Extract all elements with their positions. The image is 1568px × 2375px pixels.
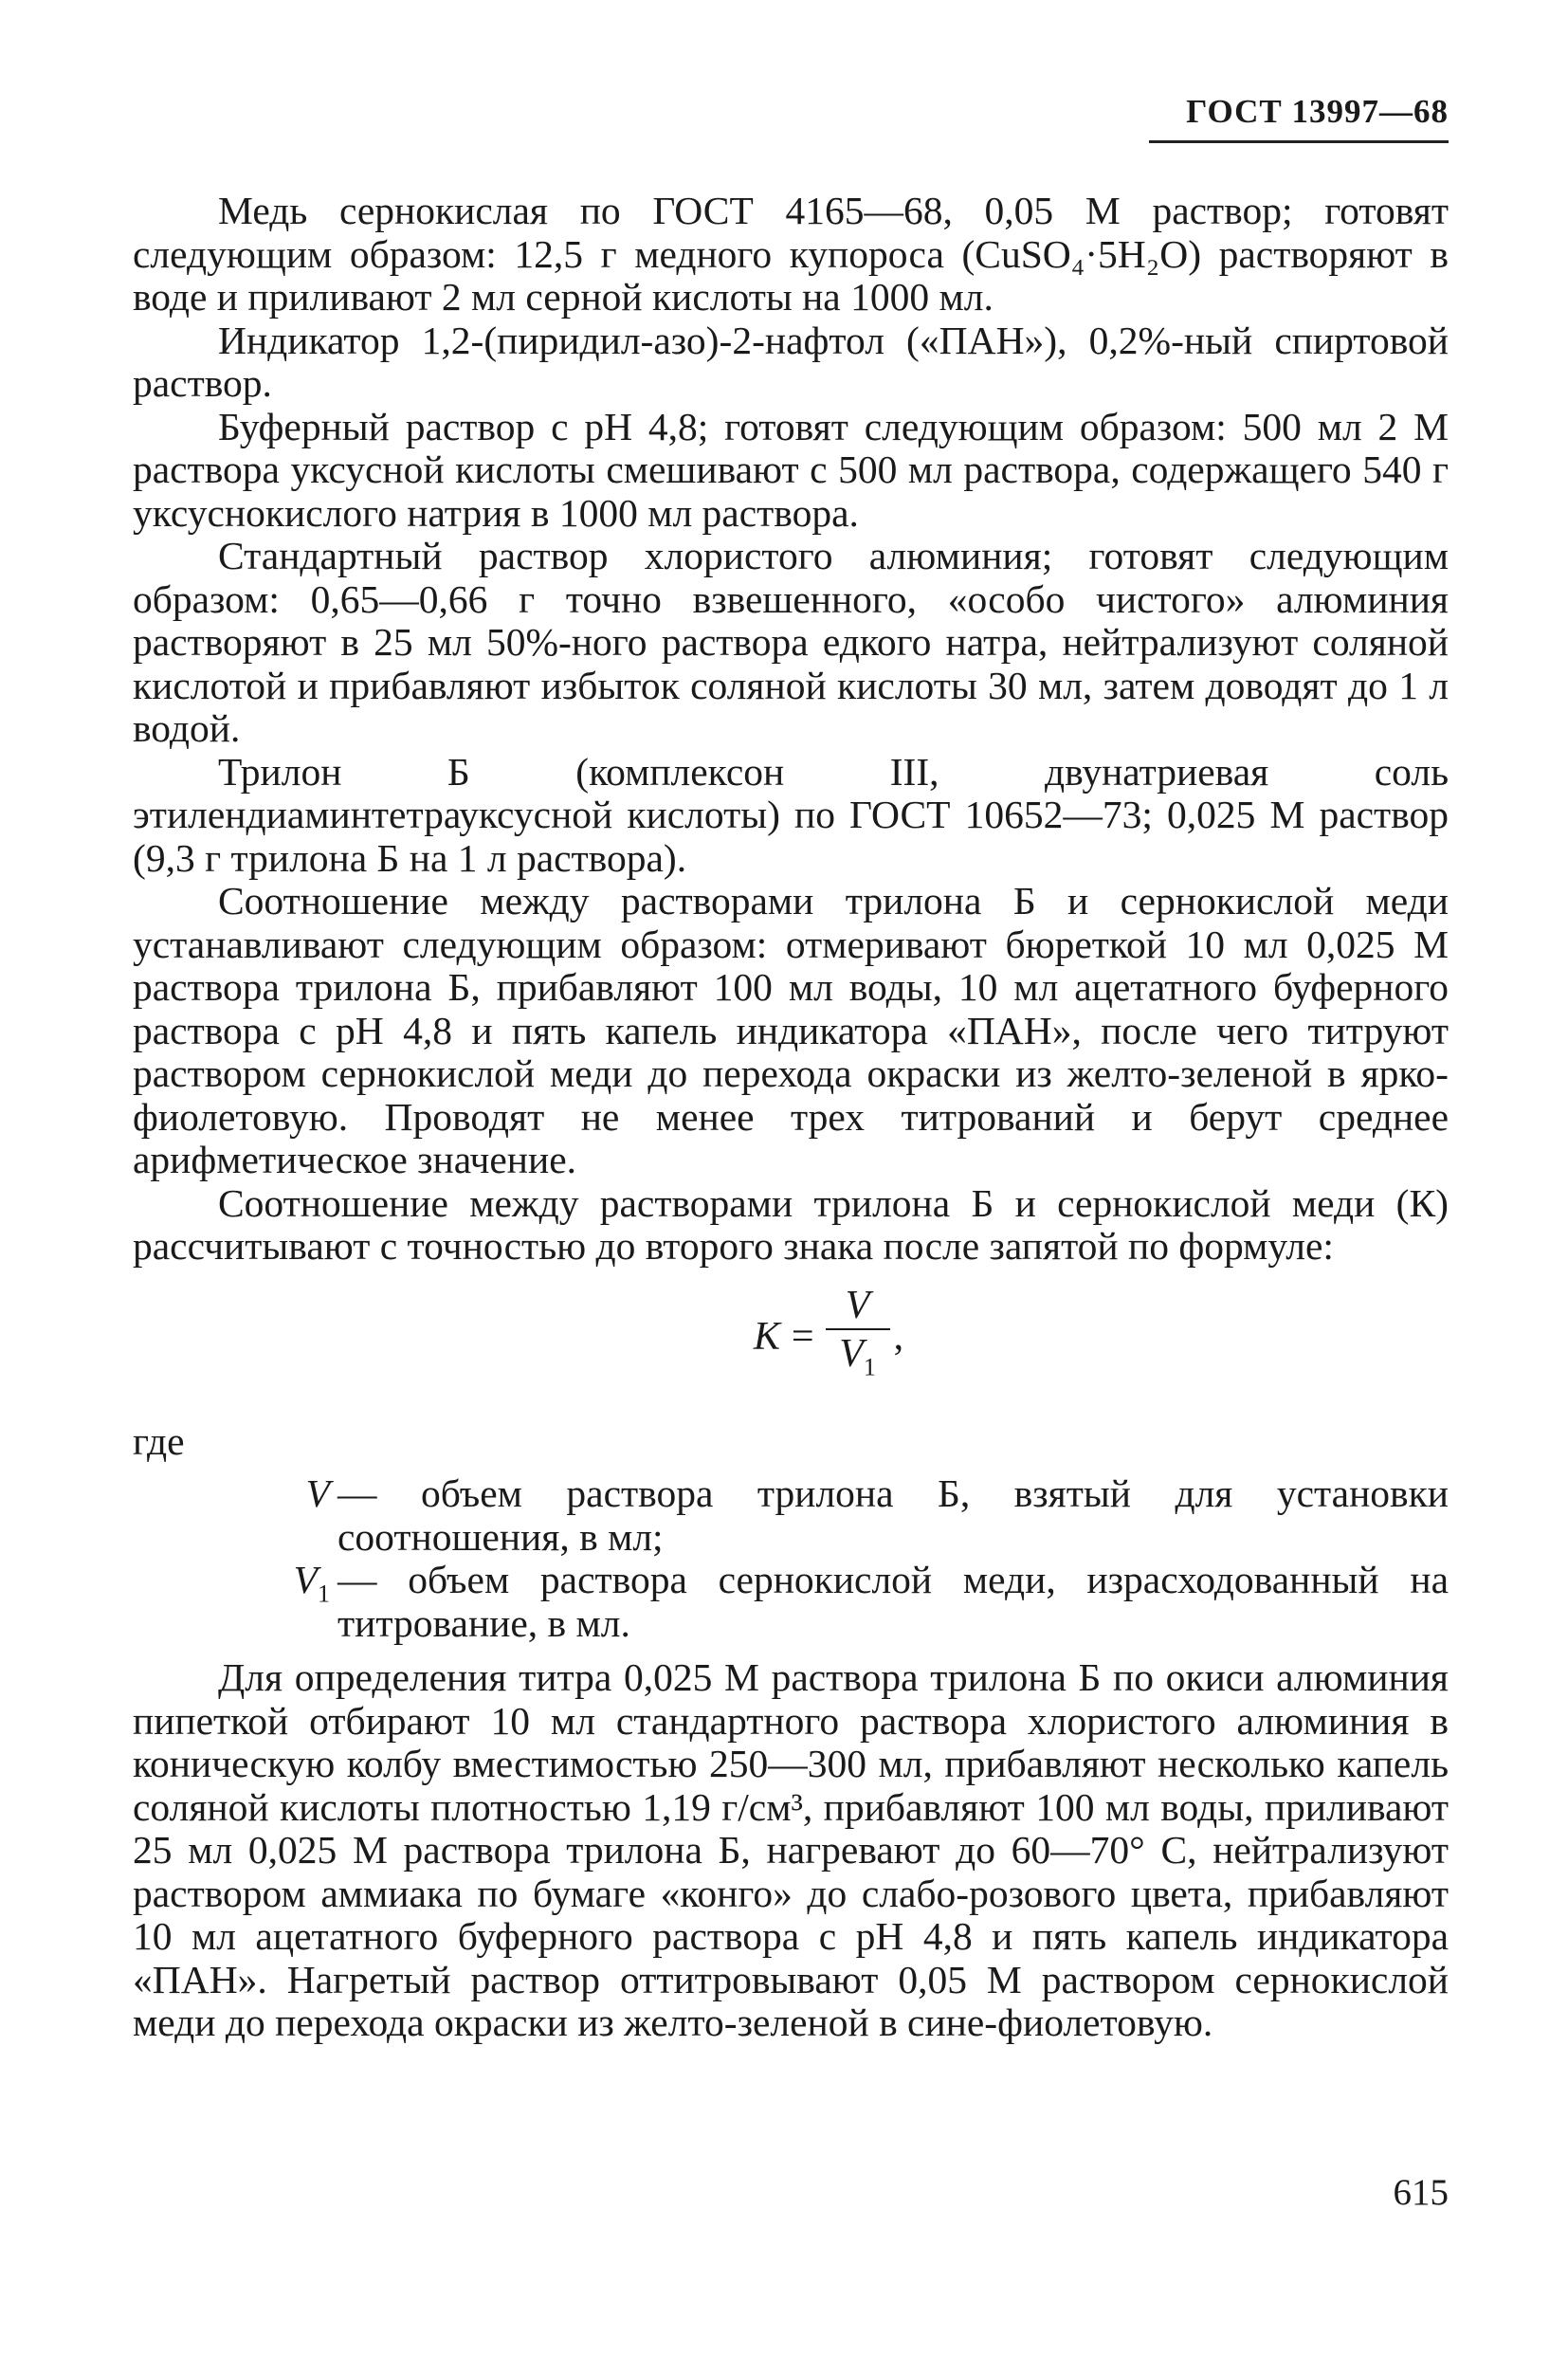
ratio-formula — [209, 1272, 1449, 1403]
definition-item — [133, 1472, 1449, 1559]
paragraph-ratio-procedure: Соотношение между растворами трилона Б и сернокислой меди устанавливают следующим образом: отмеривают бюреткой 10 мл 0,025 М раствора трилона Б, прибавляют 100 мл воды, 10 мл ацетатного буферного раствора с рН 4,8 и пять капель индикатора «ПАН», после чего титруют раствором сернокислой меди до перехода окраски из желто-зеленой в ярко-фиолетовую. Проводят не менее трех титрований и берут среднее арифметическое значение. — [133, 879, 1449, 1181]
formula-equals: = — [791, 1314, 814, 1359]
standard-header: ГОСТ 13997—68 — [1186, 93, 1449, 130]
formula-lhs: K — [753, 1314, 780, 1359]
paragraph-titre-determination: Для определения титра 0,025 М раствора трилона Б по окиси алюминия пипеткой отбирают 10 мл стандартного раствора хлористого алюминия в коническую колбу вместимостью 250—300 мл, прибавляют несколько капель соляной кислоты плотностью 1,19 г/см³, прибавляют 100 мл воды, приливают 25 мл 0,025 М раствора трилона Б, нагревают до 60—70° С, нейтрализуют раствором аммиака по бумаге «конго» до слабо-розового цвета, прибавляют 10 мл ацетатного буферного раствора с рН 4,8 и пять капель индикатора «ПАН». Нагретый раствор оттитровывают 0,05 М раствором сернокислой меди до перехода окраски из желто-зеленой в сине-фиолетовую. — [133, 1655, 1449, 2044]
definition-symbol: V — [305, 1471, 330, 1515]
formula-fraction — [826, 1283, 890, 1391]
paragraph-trilon-b: Трилон Б (комплексон III, двунатриевая соль этилендиаминтетрауксусной кислоты) по ГОСТ 10652—73; 0,025 М раствор (9,3 г трилона Б на 1 л раствора). — [133, 749, 1449, 880]
definition-item — [133, 1559, 1449, 1645]
definition-symbol: $V_1$ — [293, 1558, 330, 1608]
formula-denominator: $V_1$ — [839, 1332, 876, 1381]
formula-numerator: V — [845, 1284, 870, 1328]
paragraph-aluminium-standard: Стандартный раствор хлористого алюминия; готовят следующим образом: 0,65—0,66 г точно взвешенного, «особо чистого» алюминия растворяют в 25 мл 50%-ного раствора едкого натра, нейтрализуют соляной кислотой и прибавляют избыток соляной кислоты 30 мл, затем доводят до 1 л водой. — [133, 534, 1449, 750]
definition-text: — объем раствора сернокислой меди, израсходованный на титрование, в мл. — [337, 1558, 1449, 1645]
formula-comma: , — [893, 1314, 904, 1359]
where-label: где — [133, 1418, 185, 1463]
header-rule — [1149, 140, 1449, 143]
page-number: 615 — [1393, 2172, 1449, 2213]
paragraph-indicator: Индикатор 1,2-(пиридил-азо)-2-нафтол («ПАН»), 0,2%-ный спиртовой раствор. — [133, 318, 1449, 405]
paragraph-ratio-formula-intro: Соотношение между растворами трилона Б и сернокислой меди (К) рассчитывают с точностью до второго знака после запятой по формуле: — [133, 1180, 1449, 1268]
paragraph-buffer-solution: Буферный раствор с рН 4,8; готовят следующим образом: 500 мл 2 М раствора уксусной кислоты смешивают с 500 мл раствора, содержащего 540 г уксуснокислого натрия в 1000 мл раствора. — [133, 404, 1449, 535]
definition-text: — объем раствора трилона Б, взятый для установки соотношения, в мл; — [337, 1471, 1449, 1559]
document-body — [133, 190, 1449, 2045]
paragraph-copper-sulfate: Медь сернокислая по ГОСТ 4165—68, 0,05 М раствор; готовят следующим образом: 12,5 г медного купороса (CuSO₄·5H₂O) растворяют в воде и приливают 2 мл серной кислоты на 1000 мл. — [133, 189, 1449, 319]
